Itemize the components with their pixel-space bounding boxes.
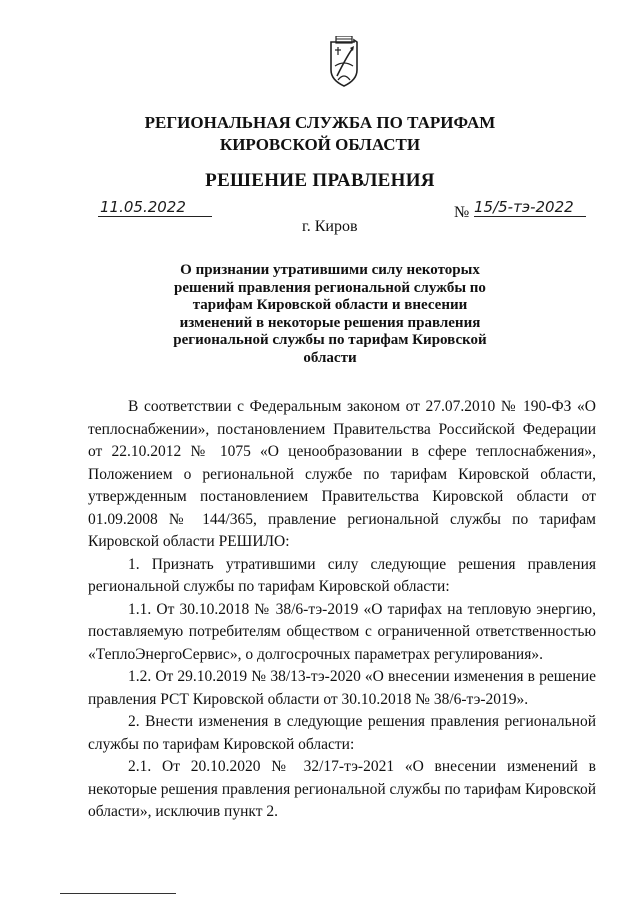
item-1-2: 1.2. От 29.10.2019 № 38/13-тэ-2020 «О внесении изменения в решение правления РСТ Кировской области от 30.10.2018 № 38/6-тэ-2019».	[88, 668, 596, 708]
decision-number: 15/5-тэ-2022	[474, 198, 586, 217]
decision-subject: О признании утратившими силу некоторых решений правления региональной службы по тарифам Кировской области и внесении изменений в некоторые решения правления региональной службы по тарифам Кировской области	[173, 262, 487, 366]
agency-name-line1: РЕГИОНАЛЬНАЯ СЛУЖБА ПО ТАРИФАМ	[144, 113, 496, 132]
item-1: 1. Признать утратившими силу следующие решения правления региональной службы по тарифам Кировской области:	[88, 555, 596, 595]
item-2-1: 2.1. От 20.10.2020 № 32/17-тэ-2021 «О внесении изменений в некоторые решения правления региональной службы по тарифам Кировской области», исключив пункт 2.	[88, 758, 596, 820]
agency-name-line2: КИРОВСКОЙ ОБЛАСТИ	[219, 135, 421, 154]
decision-body	[88, 396, 596, 824]
number-sign: №	[454, 204, 470, 221]
item-1-1: 1.1. От 30.10.2018 № 38/6-тэ-2019 «О тарифах на тепловую энергию, поставляемую потребителям обществом с ограниченной ответственностью «ТеплоЭнергоСервис», о долгосрочных параметрах регулирования».	[88, 600, 596, 663]
decided-word: РЕШИЛО:	[218, 533, 290, 550]
document-type-title: РЕШЕНИЕ ПРАВЛЕНИЯ	[205, 170, 435, 191]
coat-of-arms-icon	[326, 36, 362, 90]
preamble-text: В соответствии с Федеральным законом от 27.07.2010 № 190-ФЗ «О теплоснабжении», постановлением Правительства Российской Федерации от 22.10.2012 № 1075 «О ценообразовании в сфере теплоснабжения», Положением о региональной службе по тарифам Кировской области, утвержденным постановлением Правительства Кировской области от 01.09.2008 № 144/365, правление региональной службы по тарифам Кировской области	[88, 398, 596, 550]
decision-date: 11.05.2022	[98, 198, 212, 217]
preamble-paragraph	[88, 396, 596, 554]
item-2: 2. Внести изменения в следующие решения правления региональной службы по тарифам Кировской области:	[88, 713, 596, 753]
footnote-divider	[60, 893, 176, 894]
city: г. Киров	[302, 218, 358, 235]
